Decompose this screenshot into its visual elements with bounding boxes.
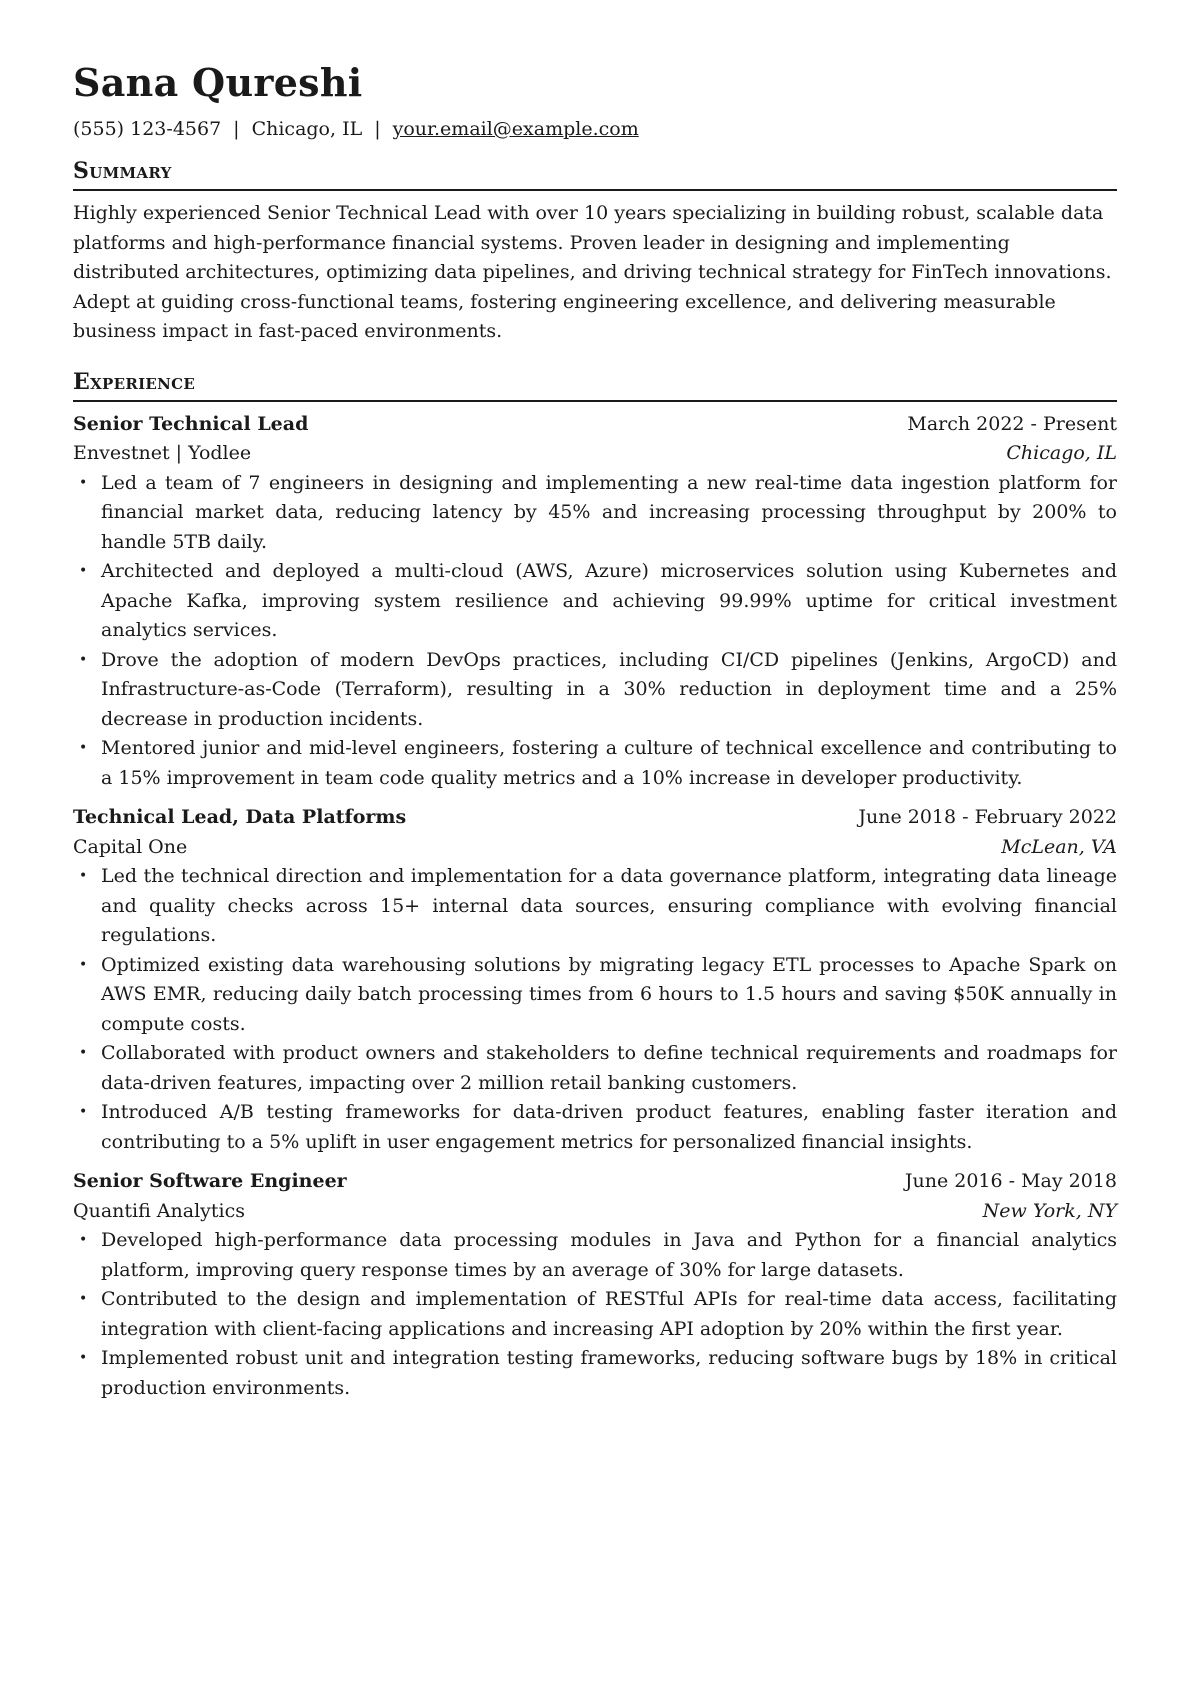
bullet-text: Collaborated with product owners and stakeholders to define technical requirements and roadmaps for data-driven features, impacting over 2 million retail banking customers. [101, 1042, 1117, 1094]
job-title: Senior Software Engineer [73, 1170, 347, 1192]
section-title-experience: Experience [73, 367, 1117, 402]
summary-section [73, 156, 1117, 347]
job-title: Senior Technical Lead [73, 412, 309, 435]
job-subheader [73, 439, 1117, 469]
contact-separator: | [233, 118, 240, 140]
bullet-item [79, 734, 1117, 793]
bullet-text: Introduced A/B testing frameworks for data-driven product features, enabling faster iteration and contributing to a 5% uplift in user engagement metrics for personalized financial insights. [101, 1101, 1117, 1153]
job-dates: March 2022 - Present [907, 412, 1117, 435]
bullet-item [79, 557, 1117, 646]
job-dates: June 2018 - February 2022 [858, 806, 1117, 828]
email-link[interactable]: your.email@example.com [392, 118, 639, 140]
bullet-icon: • [79, 868, 88, 884]
job-subheader [73, 833, 1117, 863]
job-header [73, 803, 1117, 833]
bullet-text: Implemented robust unit and integration testing frameworks, reducing software bugs by 18% in critical production environments. [101, 1347, 1117, 1399]
bullet-text: Developed high-performance data processing modules in Java and Python for a financial analytics platform, improving query response times by an average of 30% for large datasets. [101, 1229, 1117, 1281]
bullet-icon: • [79, 956, 88, 973]
job-entry [73, 1167, 1117, 1403]
bullet-icon: • [79, 1291, 88, 1307]
bullet-item [79, 1226, 1117, 1285]
phone-number: (555) 123-4567 [73, 118, 222, 140]
job-bullets [73, 1226, 1117, 1403]
summary-text: Highly experienced Senior Technical Lead with over 10 years specializing in building robust, scalable data platforms and high-performance financial systems. Proven leader in designing and implementing distributed architectures, optimizing data pipelines, and driving technical strategy for FinTech innovations. Adept at guiding cross-functional teams, fostering engineering excellence, and delivering measurable business impact in fast-paced environments. [73, 202, 1112, 342]
candidate-name: Sana Qureshi [73, 60, 363, 105]
bullet-item [79, 951, 1117, 1040]
job-bullets [73, 469, 1117, 794]
job-title: Technical Lead, Data Platforms [73, 806, 407, 828]
job-subheader [73, 1197, 1117, 1227]
bullet-item [79, 646, 1117, 735]
contact-location: Chicago, IL [251, 118, 363, 140]
bullet-item [79, 1039, 1117, 1098]
bullet-item [79, 469, 1117, 558]
bullet-text: Optimized existing data warehousing solutions by migrating legacy ETL processes to Apache Spark on AWS EMR, reducing daily batch processing times from 6 hours to 1.5 hours and saving $50K annually in compute costs. [101, 953, 1117, 1035]
section-title-summary: Summary [73, 156, 1117, 191]
bullet-text: Led a team of 7 engineers in designing and implementing a new real-time data ingestion platform for financial market data, reducing latency by 45% and increasing processing throughput by 200% to handle 5TB daily. [101, 471, 1117, 553]
job-dates: June 2016 - May 2018 [904, 1170, 1117, 1192]
bullet-icon: • [79, 1104, 88, 1120]
experience-section [73, 367, 1117, 1404]
contact-line [73, 116, 1117, 142]
bullet-icon: • [79, 1232, 88, 1248]
bullet-icon: • [79, 651, 88, 668]
bullet-icon: • [79, 474, 88, 491]
bullet-item [79, 1098, 1117, 1157]
bullet-icon: • [79, 1045, 88, 1061]
bullet-text: Contributed to the design and implementation of RESTful APIs for real-time data access, facilitating integration with client-facing applications and increasing API adoption by 20% within the first year. [101, 1288, 1117, 1340]
bullet-text: Mentored junior and mid-level engineers, fostering a culture of technical excellence and contributing to a 15% improvement in team code quality metrics and a 10% increase in developer productivity. [101, 737, 1117, 789]
bullet-icon: • [79, 740, 88, 756]
bullet-item [79, 862, 1117, 951]
bullet-item [79, 1285, 1117, 1344]
company-name: Envestnet | Yodlee [73, 442, 252, 464]
job-location: New York, NY [982, 1199, 1117, 1222]
job-header [73, 1167, 1117, 1197]
job-location: McLean, VA [1001, 835, 1117, 858]
bullet-text: Drove the adoption of modern DevOps practices, including CI/CD pipelines (Jenkins, ArgoCD) and Infrastructure-as-Code (Terraform), resulting in a 30% reduction in deployment time and a 25% decrease in production incidents. [101, 648, 1117, 730]
job-header [73, 410, 1117, 440]
job-entry [73, 410, 1117, 794]
bullet-item [79, 1344, 1117, 1403]
job-bullets [73, 862, 1117, 1157]
job-entry [73, 803, 1117, 1157]
bullet-icon: • [79, 563, 88, 579]
bullet-text: Architected and deployed a multi-cloud (AWS, Azure) microservices solution using Kubernetes and Apache Kafka, improving system resilience and achieving 99.99% uptime for critical investment analytics services. [101, 560, 1117, 641]
contact-separator: | [374, 118, 381, 140]
job-location: Chicago, IL [1006, 442, 1117, 464]
bullet-icon: • [79, 1350, 88, 1366]
company-name: Capital One [73, 835, 188, 858]
bullet-text: Led the technical direction and implementation for a data governance platform, integrating data lineage and quality checks across 15+ internal data sources, ensuring compliance with evolving financial regulations. [101, 865, 1117, 946]
company-name: Quantifi Analytics [73, 1199, 246, 1222]
